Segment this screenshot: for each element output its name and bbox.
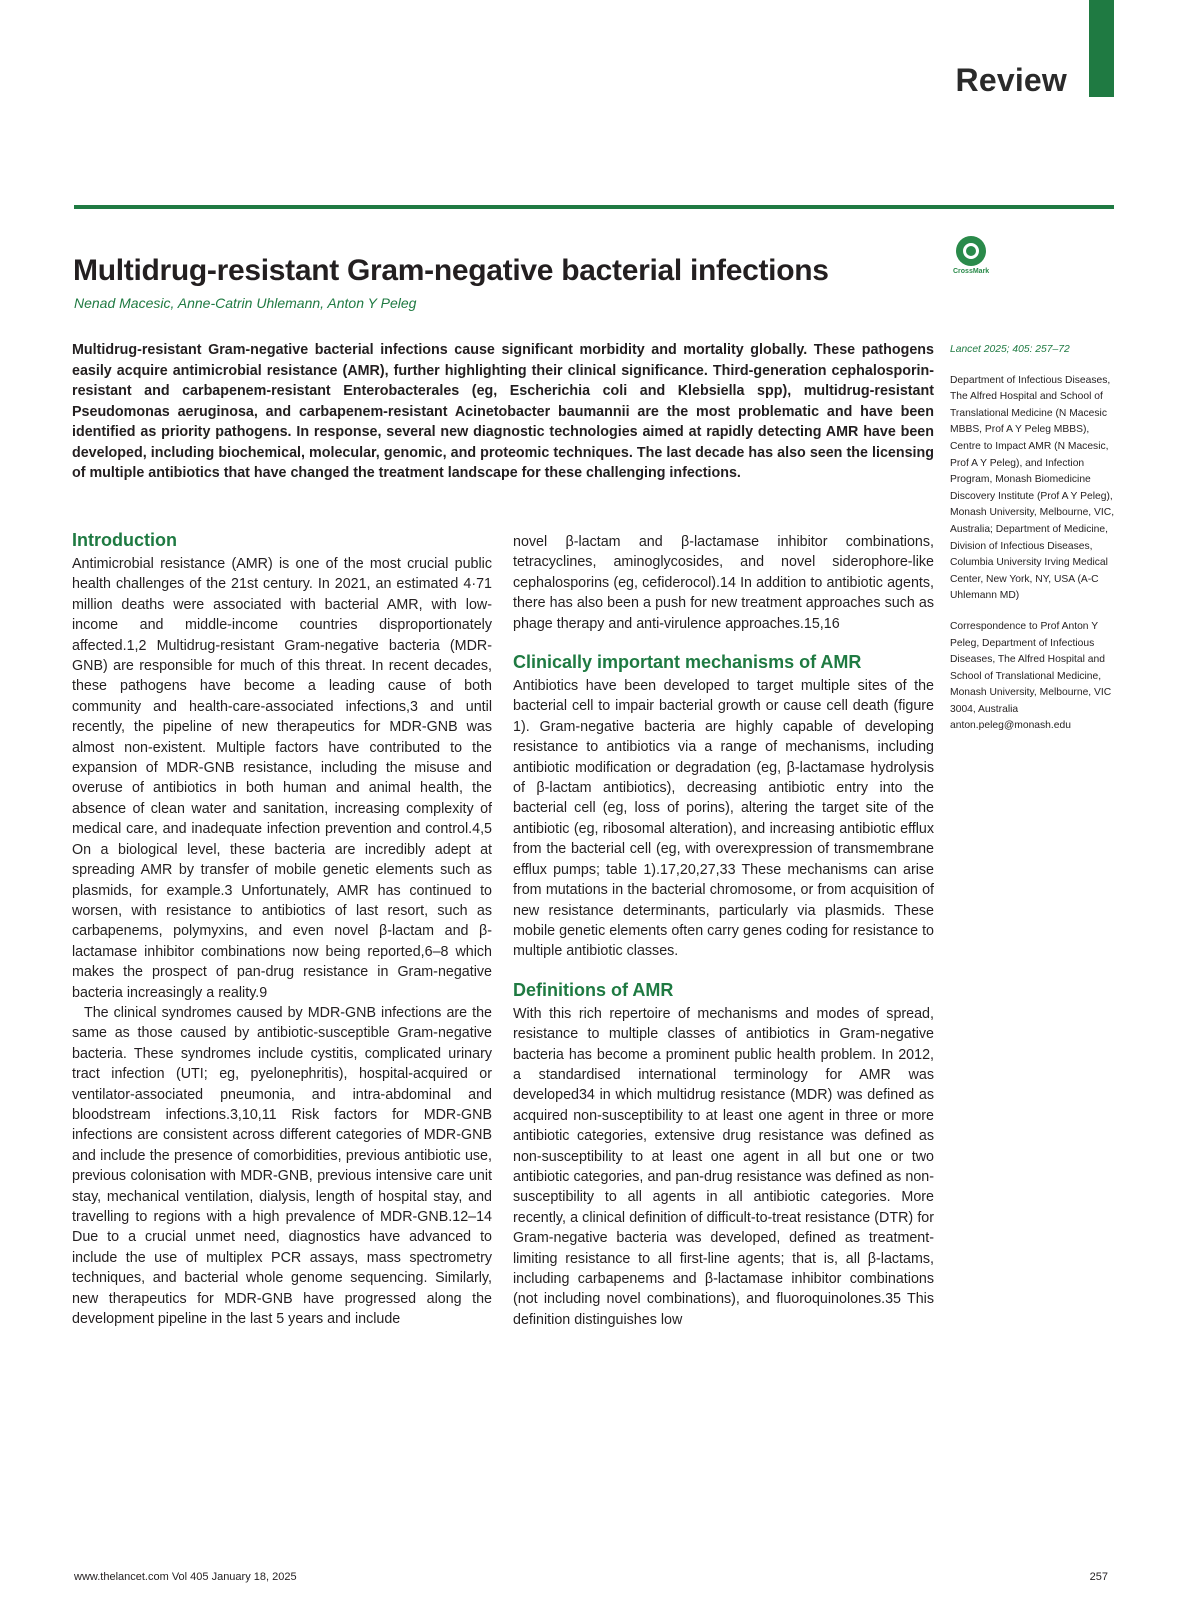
heading-definitions: Definitions of AMR	[513, 979, 674, 1000]
crossmark-badge[interactable]	[953, 236, 989, 286]
paragraph: The clinical syndromes caused by MDR-GNB infections are the same as those caused by antibiotic-susceptible Gram-negative bacteria. These syndromes include cystitis, complicated urinary tract infection (UTI; eg, pyelonephritis), hospital-acquired or ventilator-associated pneumonia, and intra-abdominal and bloodstream infections.3,10,11 Risk factors for MDR-GNB infections are consistent across different categories of MDR-GNB and include the presence of comorbidities, previous antibiotic use, previous colonisation with MDR-GNB, previous intensive care unit stay, mechanical ventilation, dialysis, length of hospital stay, and travelling to regions with a high prevalence of MDR-GNB.12–14 Due to a crucial unmet need, diagnostics have advanced to include the use of multiplex PCR assays, mass spectrometry techniques, and bacterial whole genome sequencing. Similarly, new therapeutics for MDR-GNB have progressed along the development pipeline in the last 5 years and include	[72, 1004, 492, 1328]
abstract-text: Multidrug-resistant Gram-negative bacterial infections cause significant morbidity and mortality globally. These pathogens easily acquire antimicrobial resistance (AMR), further highlighting their clinical significance. Third-generation cephalosporin-resistant and carbapenem-resistant Enterobacterales (eg, Escherichia coli and Klebsiella spp), multidrug-resistant Pseudomonas aeruginosa, and carbapenem-resistant Acinetobacter baumannii are the most problematic and have been identified as priority pathogens. In response, several new diagnostic technologies aimed at rapidly detecting AMR have been developed, including biochemical, molecular, genomic, and proteomic techniques. The last decade has also seen the licensing of multiple antibiotics that have changed the treatment landscape for these challenging infections.	[72, 342, 934, 481]
body-column-left	[72, 528, 492, 1329]
page-number: 257	[1089, 1571, 1108, 1583]
footer-journal-info: www.thelancet.com Vol 405 January 18, 2025	[74, 1571, 297, 1583]
paragraph: With this rich repertoire of mechanisms and modes of spread, resistance to multiple classes of antibiotics in Gram-negative bacteria has become a prominent public health problem. In 2012, a standardised international terminology for AMR was developed34 in which multidrug resistance (MDR) was defined as acquired non-susceptibility to at least one agent in three or more antibiotic categories, extensive drug resistance was defined as non-susceptibility to at least one agent in all but one or two antibiotic categories, and pan-drug resistance was defined as non-susceptibility to all agents in all antibiotic categories. More recently, a clinical definition of difficult-to-treat resistance (DTR) for Gram-negative bacteria was developed, defined as treatment-limiting resistance to all first-line agents; that is, all β-lactams, including carbapenems and β-lactamase inhibitor combinations (not including novel combinations), and fluoroquinolones.35 This definition distinguishes low	[513, 1005, 934, 1328]
paragraph: Antimicrobial resistance (AMR) is one of the most crucial public health challenges of the 21st century. In 2021, an estimated 4·71 million deaths were associated with bacterial AMR, with low-income and middle-income countries disproportionately affected.1,2 Multidrug-resistant Gram-negative bacteria (MDR-GNB) are responsible for much of this threat. In recent decades, these pathogens have become a leading cause of both community and health-care-associated infections,3 and until recently, the pipeline of new therapeutics for MDR-GNB was almost non-existent. Multiple factors have contributed to the expansion of MDR-GNB resistance, including the misuse and overuse of antibiotics in both human and animal health, the absence of clean water and sanitation, increasing complexity of medical care, and inadequate infection prevention and control.4,5 On a biological level, these bacteria are incredibly adept at spreading AMR by transfer of mobile genetic elements such as plasmids, for example.3 Unfortunately, AMR has continued to worsen, with resistance to antibiotics of last resort, such as carbapenems, polymyxins, and even novel β-lactam and β-lactamase inhibitor combinations now being reported,6–8 which makes the prospect of pan-drug resistance in Gram-negative bacteria increasingly a reality.9	[72, 556, 492, 1001]
heading-mechanisms: Clinically important mechanisms of AMR	[513, 652, 862, 673]
section-label: Review	[955, 62, 1067, 98]
crossmark-label: CrossMark	[953, 268, 990, 275]
citation: Lancet 2025; 405: 257–72	[950, 344, 1070, 355]
correspondence: Correspondence to Prof Anton Y Peleg, Department of Infectious Diseases, The Alfred Hospital and School of Translational Medicine, Monash University, Melbourne, VIC 3004, Australia anton.peleg@monash.edu	[950, 620, 1112, 732]
affiliations: Department of Infectious Diseases, The Alfred Hospital and School of Translational Medicine (N Macesic MBBS, Prof A Y Peleg MBBS), Centre to Impact AMR (N Macesic, Prof A Y Peleg), and Infection Program, Monash Biomedicine Discovery Institute (Prof A Y Peleg), Monash University, Melbourne, VIC, Australia; Department of Medicine, Division of Infectious Diseases, Columbia University Irving Medical Center, New York, NY, USA (A-C Uhlemann MD)	[950, 374, 1115, 602]
header-rule	[74, 205, 1114, 209]
abstract	[72, 340, 934, 484]
paragraph: Antibiotics have been developed to target multiple sites of the bacterial cell to impair bacterial growth or cause cell death (figure 1). Gram-negative bacteria are highly capable of developing resistance to antibiotics via a range of mechanisms, including antibiotic modification or degradation (eg, β-lactamase hydrolysis of β-lactam antibiotics), decreasing antibiotic entry into the bacterial cell (eg, loss of porins), altering the target site of the antibiotic (eg, ribosomal alteration), and increasing antibiotic efflux from the bacterial cell (eg, with overexpression of transmembrane efflux pumps; table 1).17,20,27,33 These mechanisms can arise from mutations in the bacterial chromosome, or from acquisition of new resistance determinants, particularly via plasmids. These mobile genetic elements often carry genes coding for resistance to multiple antibiotic classes.	[513, 678, 934, 960]
heading-introduction: Introduction	[72, 530, 177, 550]
journal-color-tab	[1089, 0, 1114, 97]
crossmark-icon	[956, 236, 986, 266]
body-column-right	[513, 532, 934, 1330]
article-title: Multidrug-resistant Gram-negative bacterial infections	[73, 254, 829, 288]
sidebar	[950, 342, 1115, 749]
paragraph: novel β-lactam and β-lactamase inhibitor combinations, tetracyclines, aminoglycosides, and novel siderophore-like cephalosporins (eg, cefiderocol).14 In addition to antibiotic agents, there has also been a push for new treatment approaches such as phage therapy and anti-virulence approaches.15,16	[513, 534, 934, 632]
author-list: Nenad Macesic, Anne-Catrin Uhlemann, Anton Y Peleg	[74, 295, 417, 311]
